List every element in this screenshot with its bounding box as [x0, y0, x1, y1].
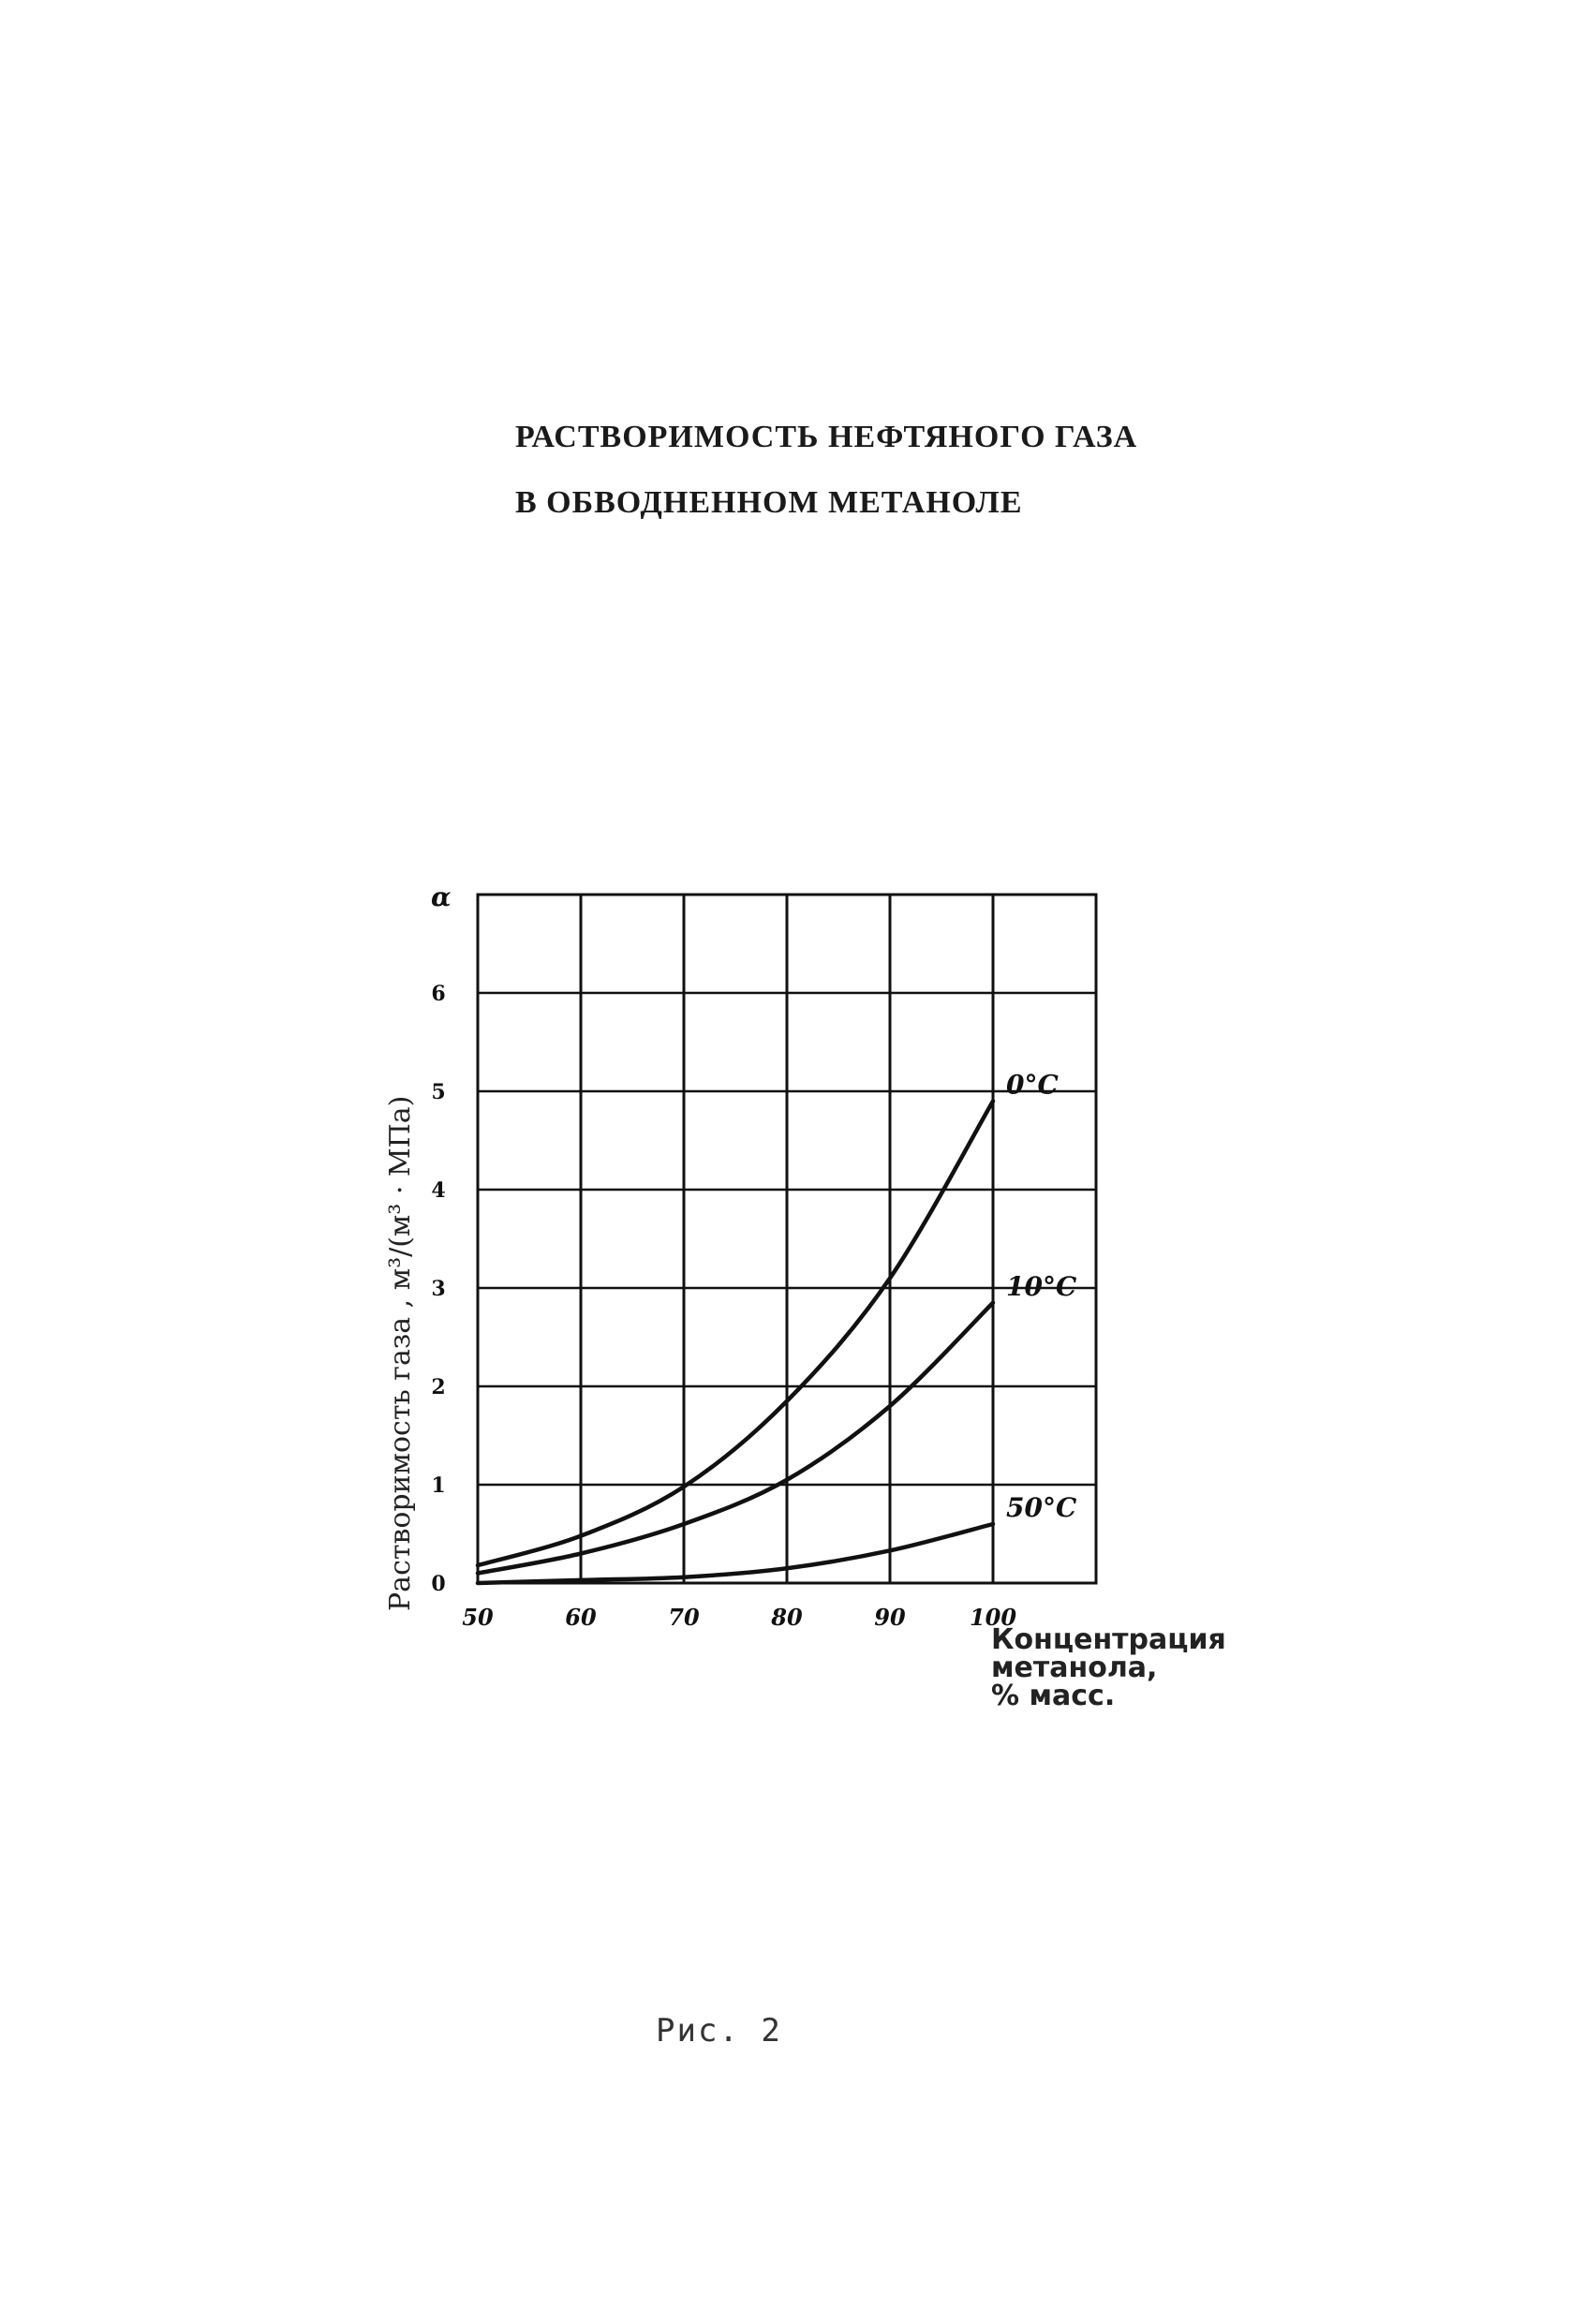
- chart-title-line1: РАСТВОРИМОСТЬ НЕФТЯНОГО ГАЗА: [515, 420, 1138, 454]
- y-axis-label: Растворимость газа , м³/(м³ · МПа): [384, 1095, 417, 1611]
- y-tick-label: 0: [431, 1572, 446, 1596]
- series-label: 50°C: [1006, 1492, 1077, 1523]
- series-label: 10°C: [1006, 1270, 1077, 1302]
- x-axis-label-line: % масс.: [991, 1680, 1116, 1712]
- series-line: [478, 1102, 993, 1566]
- figure-caption: Рис. 2: [656, 2012, 782, 2050]
- x-axis-label-line: метанола,: [991, 1651, 1158, 1684]
- x-tick-label: 60: [565, 1604, 597, 1631]
- series-line: [478, 1303, 993, 1574]
- x-tick-label: 100: [969, 1604, 1017, 1631]
- y-tick-label: 2: [431, 1375, 446, 1399]
- x-axis-label: [991, 1623, 1226, 1712]
- y-axis-symbol: α: [431, 881, 452, 912]
- x-tick-label: 80: [771, 1604, 803, 1631]
- chart-title-line2: В ОБВОДНЕННОМ МЕТАНОЛЕ: [515, 485, 1023, 520]
- x-tick-label: 90: [874, 1604, 906, 1631]
- x-tick-label: 70: [668, 1604, 700, 1631]
- series-label: 0°C: [1006, 1069, 1059, 1101]
- y-tick-label: 6: [431, 982, 446, 1006]
- y-tick-label: 4: [431, 1178, 446, 1203]
- y-tick-label: 3: [431, 1277, 446, 1301]
- x-tick-label: 50: [462, 1604, 494, 1631]
- x-axis-label-line: Концентрация: [991, 1623, 1226, 1656]
- series-line: [478, 1524, 993, 1583]
- y-tick-label: 5: [431, 1080, 446, 1104]
- y-tick-label: 1: [431, 1473, 446, 1498]
